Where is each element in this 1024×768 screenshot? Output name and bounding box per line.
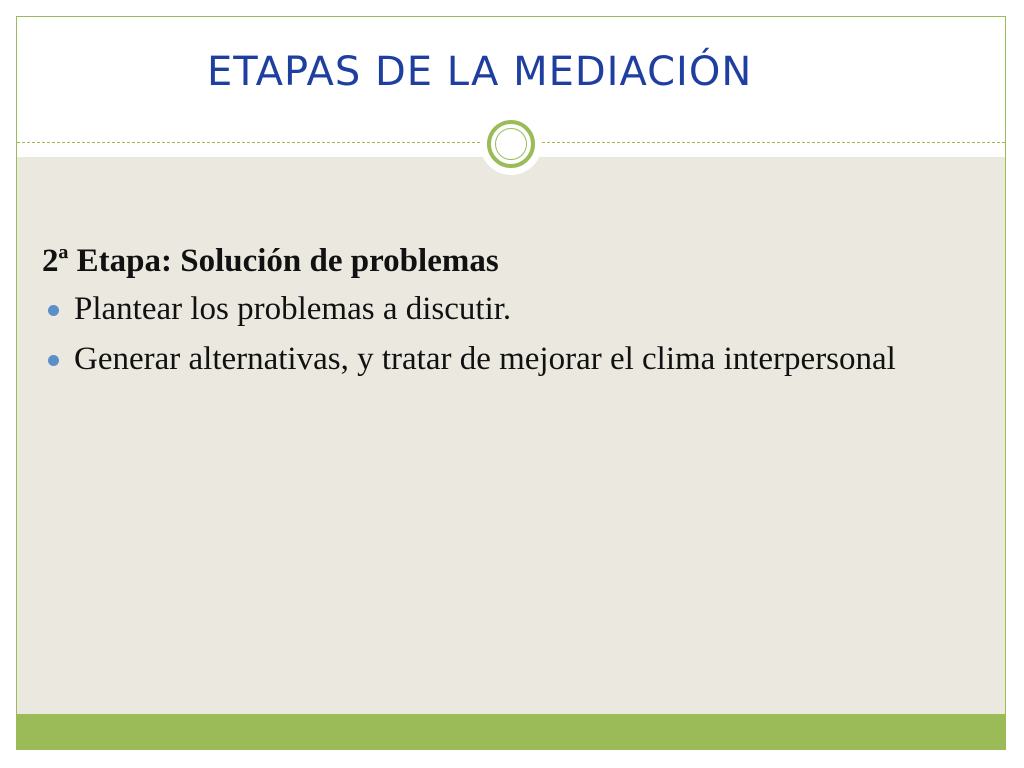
stage-heading: 2ª Etapa: Solución de problemas: [42, 243, 499, 279]
ornament-inner-ring: [495, 128, 527, 160]
slide-title: ETAPAS DE LA MEDIACIÓN: [207, 49, 753, 95]
bullet-dot-icon: [48, 305, 59, 316]
double-ring-circle-icon: [487, 120, 535, 168]
footer-bar: [17, 714, 1005, 749]
bullet-dot-icon: [48, 355, 59, 366]
bullet-text: Generar alternativas, y tratar de mejorar el clima interpersonal: [74, 341, 896, 378]
bullet-list: [42, 288, 942, 380]
slide-body: [42, 240, 942, 389]
bullet-text: Plantear los problemas a discutir.: [74, 291, 512, 328]
bullet-item: [42, 288, 942, 330]
bullet-item: [42, 338, 942, 380]
